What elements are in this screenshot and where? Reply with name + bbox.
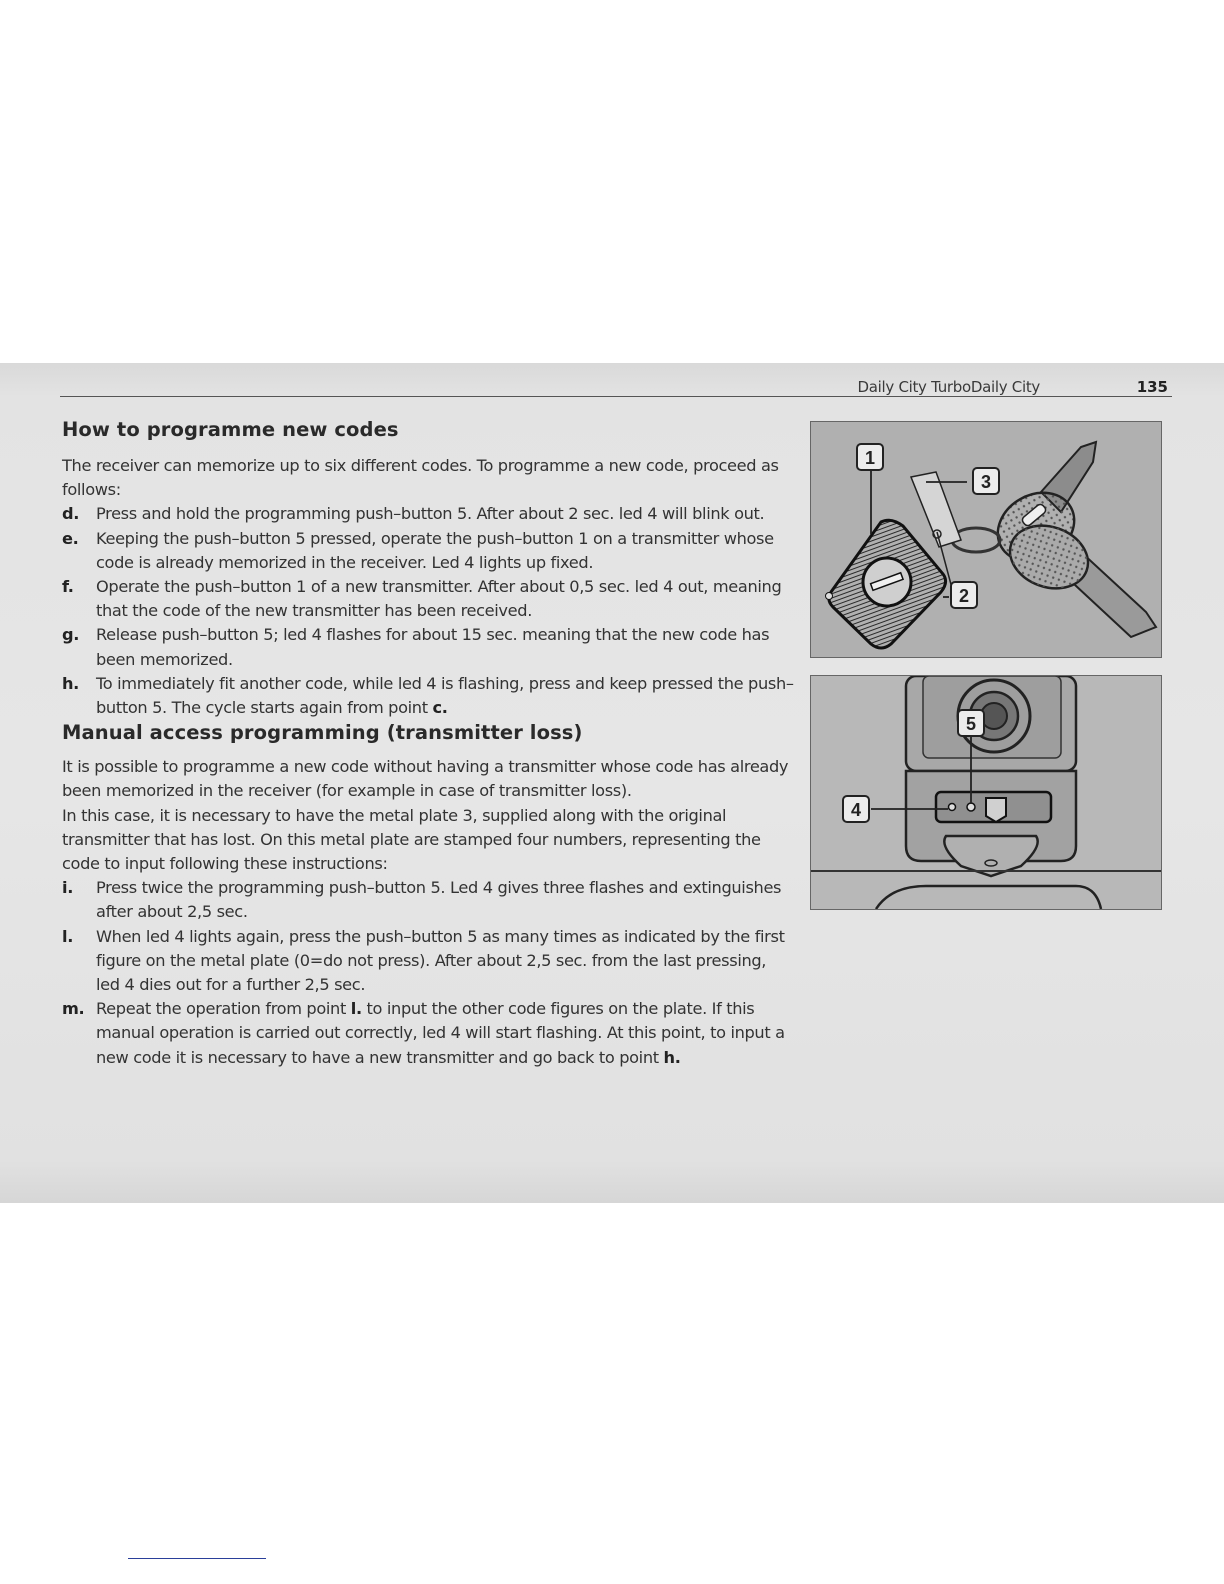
step-marker: h. (62, 673, 79, 693)
receiver-illustration (811, 676, 1161, 909)
section-paragraph: It is possible to programme a new code without having a transmitter whose code has already been memorized in the receiver (for example in case of transmitter loss). (62, 757, 789, 801)
step-reference: c. (432, 698, 448, 718)
main-text (62, 418, 794, 1070)
step-marker: i. (62, 878, 73, 898)
step-l (62, 925, 794, 998)
callout-label: 3 (980, 472, 992, 492)
step-reference: l. (350, 999, 362, 1019)
step-d (62, 502, 794, 526)
step-marker: m. (62, 999, 85, 1019)
step-marker: e. (62, 528, 79, 548)
step-text: When led 4 lights again, press the push–button 5 as many times as indicated by the first figure on the metal plate (0=do not press). After about 2,5 sec. from the last pressing, led 4 dies out for a further 2,5 sec. (96, 926, 785, 995)
transmitter-keys-illustration (811, 422, 1161, 657)
header-rule (60, 396, 1172, 397)
callout-4 (843, 796, 869, 822)
callout-2 (951, 582, 977, 608)
section-title-programme-codes: How to programme new codes (62, 418, 399, 441)
callout-3 (973, 468, 999, 494)
step-g (62, 623, 794, 671)
receiver-photo (810, 675, 1162, 910)
step-i (62, 876, 794, 924)
section-paragraph: In this case, it is necessary to have the metal plate 3, supplied along with the original transmitter that has lost. On this metal plate are stamped four numbers, representing the code to input following these instructions: (62, 805, 761, 874)
callout-1 (857, 444, 883, 470)
callout-5 (958, 710, 984, 736)
steps-list-programme (62, 502, 794, 720)
callout-label: 1 (864, 448, 876, 468)
step-text: Release push–button 5; led 4 flashes for about 15 sec. meaning that the new code has been memorized. (96, 625, 770, 669)
callout-label: 2 (958, 586, 970, 606)
step-text: to input the other code figures on the plate. If this manual operation is carried out correctly, led 4 will start flashing. At this point, to input a new code it is necessary to have a new transmitter and go back to point (96, 999, 785, 1067)
step-marker: l. (62, 926, 73, 946)
step-text: Press and hold the programming push–button 5. After about 2 sec. led 4 will blink out. (96, 504, 765, 524)
step-f (62, 575, 794, 623)
step-marker: g. (62, 625, 80, 645)
step-marker: f. (62, 577, 74, 597)
running-title: Daily City TurboDaily City (857, 378, 1040, 396)
step-text: Keeping the push–button 5 pressed, operate the push–button 1 on a transmitter whose code is already memorized in the receiver. Led 4 lights up fixed. (96, 528, 774, 572)
section-intro: The receiver can memorize up to six different codes. To programme a new code, proceed as follows: (62, 456, 779, 500)
page-number: 135 (1136, 378, 1168, 396)
step-marker: d. (62, 504, 80, 524)
step-text: Repeat the operation from point (96, 999, 351, 1019)
callout-label: 4 (850, 800, 862, 820)
step-e (62, 527, 794, 575)
steps-list-manual (62, 876, 794, 1070)
step-reference: h. (663, 1047, 681, 1067)
step-text: To immediately fit another code, while led 4 is flashing, press and keep pressed the push–button 5. The cycle starts again from point (96, 673, 794, 718)
step-h (62, 672, 794, 720)
callout-label: 5 (965, 714, 977, 734)
section-title-manual-access: Manual access programming (transmitter loss) (62, 721, 583, 745)
step-text: Press twice the programming push–button 5. Led 4 gives three flashes and extinguishes after about 2,5 sec. (96, 878, 782, 922)
step-m (62, 997, 794, 1070)
step-text: Operate the push–button 1 of a new transmitter. After about 0,5 sec. led 4 out, meaning that the code of the new transmitter has been received. (96, 577, 782, 621)
transmitter-keys-photo (810, 421, 1162, 658)
footnote-rule (128, 1558, 266, 1559)
